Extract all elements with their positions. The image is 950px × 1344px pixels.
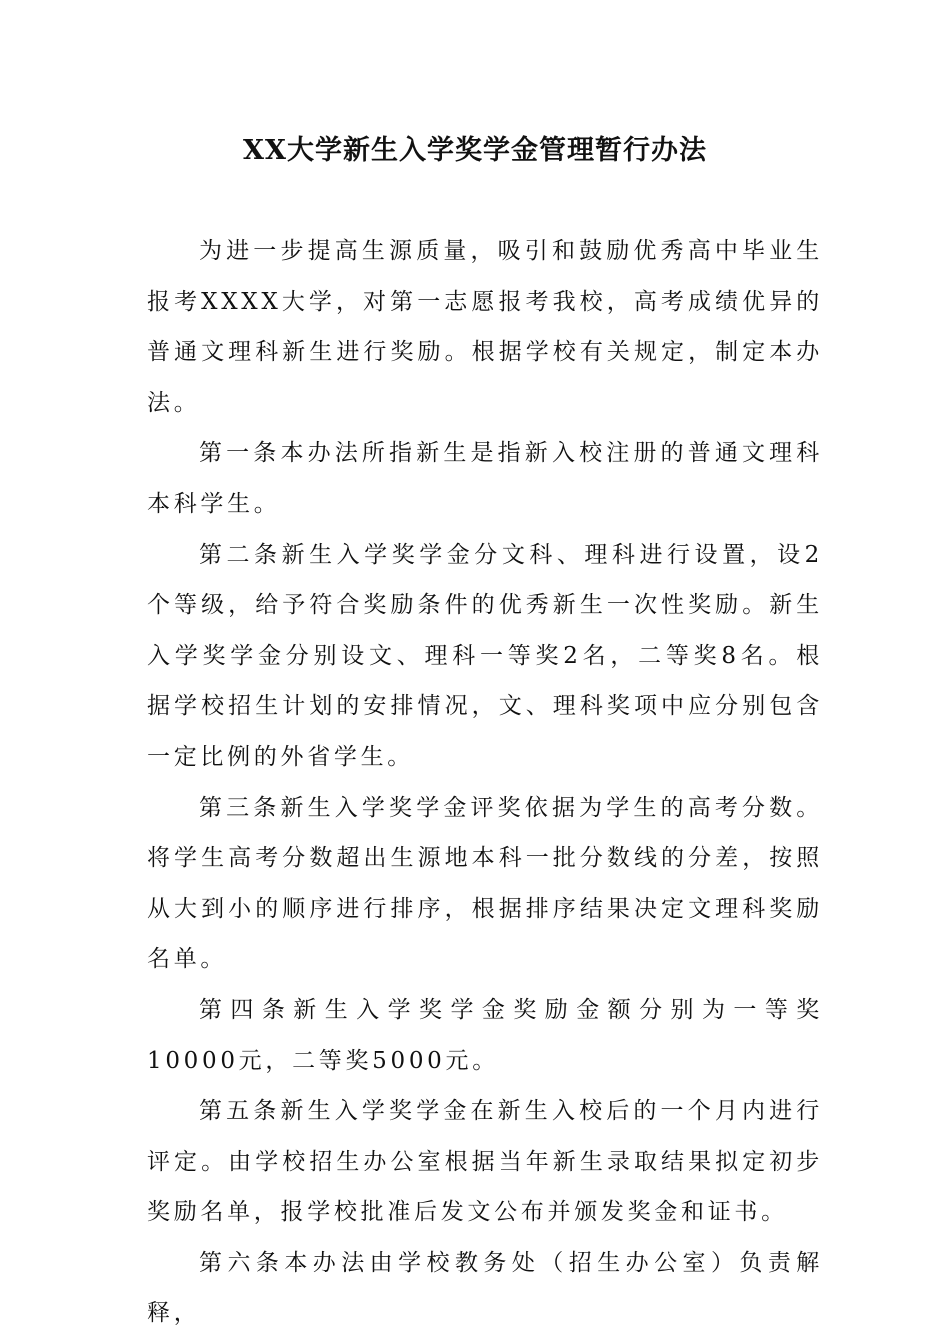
paragraph-intro: 为进一步提高生源质量，吸引和鼓励优秀高中毕业生报考XXXX大学，对第一志愿报考我校，高考成绩优异的普通文理科新生进行奖励。根据学校有关规定，制定本办法。 bbox=[147, 238, 823, 416]
paragraph-article-5: 第五条新生入学奖学金在新生入校后的一个月内进行评定。由学校招生办公室根据当年新生录取结果拟定初步奖励名单，报学校批准后发文公布并颁发奖金和证书。 bbox=[147, 1098, 823, 1226]
paragraph-article-4: 第四条新生入学奖学金奖励金额分别为一等奖10000元，二等奖5000元。 bbox=[147, 996, 823, 1074]
paragraph-article-1: 第一条本办法所指新生是指新入校注册的普通文理科本科学生。 bbox=[147, 440, 823, 517]
document-body bbox=[147, 226, 823, 1339]
paragraph-article-2: 第二条新生入学奖学金分文科、理科进行设置，设2个等级，给予符合奖励条件的优秀新生一次性奖励。新生入学奖学金分别设文、理科一等奖2名，二等奖8名。根据学校招生计划的安排情况，文、理科奖项中应分别包含一定比例的外省学生。 bbox=[147, 541, 823, 770]
document-title: XX大学新生入学奖学金管理暂行办法 bbox=[243, 135, 707, 166]
paragraph-article-6: 第六条本办法由学校教务处（招生办公室）负责解释， bbox=[147, 1249, 823, 1327]
paragraph-article-3: 第三条新生入学奖学金评奖依据为学生的高考分数。将学生高考分数超出生源地本科一批分数线的分差，按照从大到小的顺序进行排序，根据排序结果决定文理科奖励名单。 bbox=[147, 794, 823, 973]
